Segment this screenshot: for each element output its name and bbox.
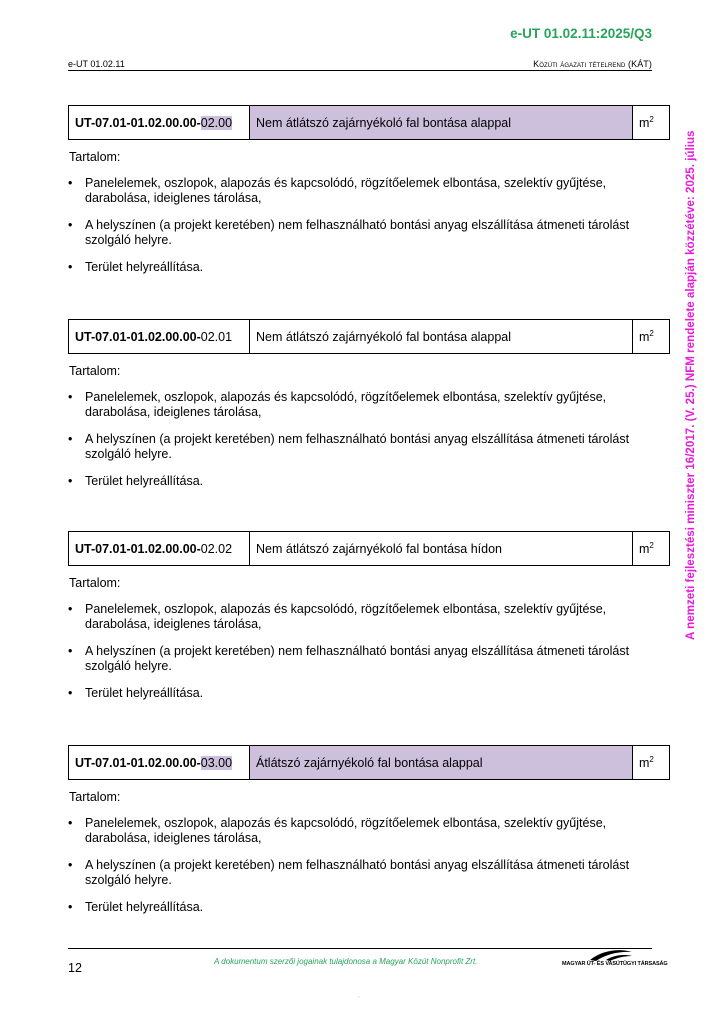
item-code [69, 532, 250, 566]
item-table [68, 531, 670, 566]
code-prefix: UT-07.01-01.02.00.00- [75, 541, 201, 556]
unit-base: m [639, 330, 650, 345]
unit-base: m [639, 756, 650, 771]
code-prefix: UT-07.01-01.02.00.00- [75, 755, 201, 770]
unit-exponent: 2 [649, 754, 654, 764]
list-item: • Panelelemek, oszlopok, alapozás és kapcsolódó, rögzítőelemek elbontása, szelektív gyűjtése, darabolása, ideiglenes tárolása, [68, 602, 665, 632]
item-section [68, 319, 670, 501]
item-section [68, 531, 670, 713]
item-code [69, 106, 250, 140]
content-label: Tartalom: [69, 150, 121, 164]
unit-base: m [639, 542, 650, 557]
content-list [68, 390, 670, 489]
list-item: • A helyszínen (a projekt keretében) nem felhasználható bontási anyag elszállítása átmeneti tárolást szolgáló helyre. [68, 858, 665, 888]
item-section [68, 745, 670, 927]
item-title: Nem átlátszó zajárnyékoló fal bontása alappal [250, 106, 633, 140]
item-section [68, 105, 670, 287]
content-label: Tartalom: [69, 790, 121, 804]
header-left: e-UT 01.02.11 [68, 59, 125, 69]
header-right: Közúti ágazati tételrend (KÁT) [533, 59, 652, 69]
item-table [68, 105, 670, 140]
item-unit [633, 746, 670, 780]
unit-exponent: 2 [649, 114, 654, 124]
decorative-dot: · [358, 994, 360, 1000]
code-prefix: UT-07.01-01.02.00.00- [75, 115, 201, 130]
list-item: • Terület helyreállítása. [68, 474, 665, 489]
list-item: • A helyszínen (a projekt keretében) nem felhasználható bontási anyag elszállítása átmeneti tárolást szolgáló helyre. [68, 218, 665, 248]
list-item: • Panelelemek, oszlopok, alapozás és kapcsolódó, rögzítőelemek elbontása, szelektív gyűjtése, darabolása, ideiglenes tárolása, [68, 176, 665, 206]
content-list [68, 602, 670, 701]
item-title: Nem átlátszó zajárnyékoló fal bontása alappal [250, 320, 633, 354]
page-number: 12 [68, 961, 82, 975]
road-swoosh-logo-icon [562, 948, 654, 972]
list-item: • Terület helyreállítása. [68, 900, 665, 915]
code-suffix: 02.00 [200, 115, 233, 130]
item-title: Nem átlátszó zajárnyékoló fal bontása hídon [250, 532, 633, 566]
item-unit [633, 320, 670, 354]
item-code [69, 320, 250, 354]
list-item: • Panelelemek, oszlopok, alapozás és kapcsolódó, rögzítőelemek elbontása, szelektív gyűjtése, darabolása, ideiglenes tárolása, [68, 816, 665, 846]
footer-copyright: A dokumentum szerzői jogainak tulajdonosa a Magyar Közút Nonprofit Zrt. [214, 957, 478, 966]
code-prefix: UT-07.01-01.02.00.00- [75, 329, 201, 344]
item-unit [633, 106, 670, 140]
unit-exponent: 2 [649, 328, 654, 338]
item-title: Átlátszó zajárnyékoló fal bontása alappal [250, 746, 633, 780]
list-item: • A helyszínen (a projekt keretében) nem felhasználható bontási anyag elszállítása átmeneti tárolást szolgáló helyre. [68, 644, 665, 674]
header-rule [68, 70, 652, 71]
item-table [68, 745, 670, 780]
code-suffix: 03.00 [200, 755, 233, 770]
unit-base: m [639, 116, 650, 131]
list-item: • A helyszínen (a projekt keretében) nem felhasználható bontási anyag elszállítása átmeneti tárolást szolgáló helyre. [68, 432, 665, 462]
content-list [68, 816, 670, 915]
content-label: Tartalom: [69, 364, 121, 378]
logo-text: MAGYAR ÚT- ÉS VASÚTÜGYI TÁRSASÁG [562, 961, 668, 967]
item-code [69, 746, 250, 780]
code-suffix: 02.02 [200, 541, 233, 556]
content-list [68, 176, 670, 275]
doc-code: e-UT 01.02.11:2025/Q3 [510, 26, 652, 41]
item-table [68, 319, 670, 354]
side-note: A nemzeti fejlesztési miniszter 16/2017. (V. 25.) NFM rendelete alapján közzétéve: 2025. július [684, 130, 697, 640]
content-label: Tartalom: [69, 576, 121, 590]
list-item: • Terület helyreállítása. [68, 686, 665, 701]
code-suffix: 02.01 [200, 329, 233, 344]
list-item: • Terület helyreállítása. [68, 260, 665, 275]
list-item: • Panelelemek, oszlopok, alapozás és kapcsolódó, rögzítőelemek elbontása, szelektív gyűjtése, darabolása, ideiglenes tárolása, [68, 390, 665, 420]
unit-exponent: 2 [649, 540, 654, 550]
item-unit [633, 532, 670, 566]
